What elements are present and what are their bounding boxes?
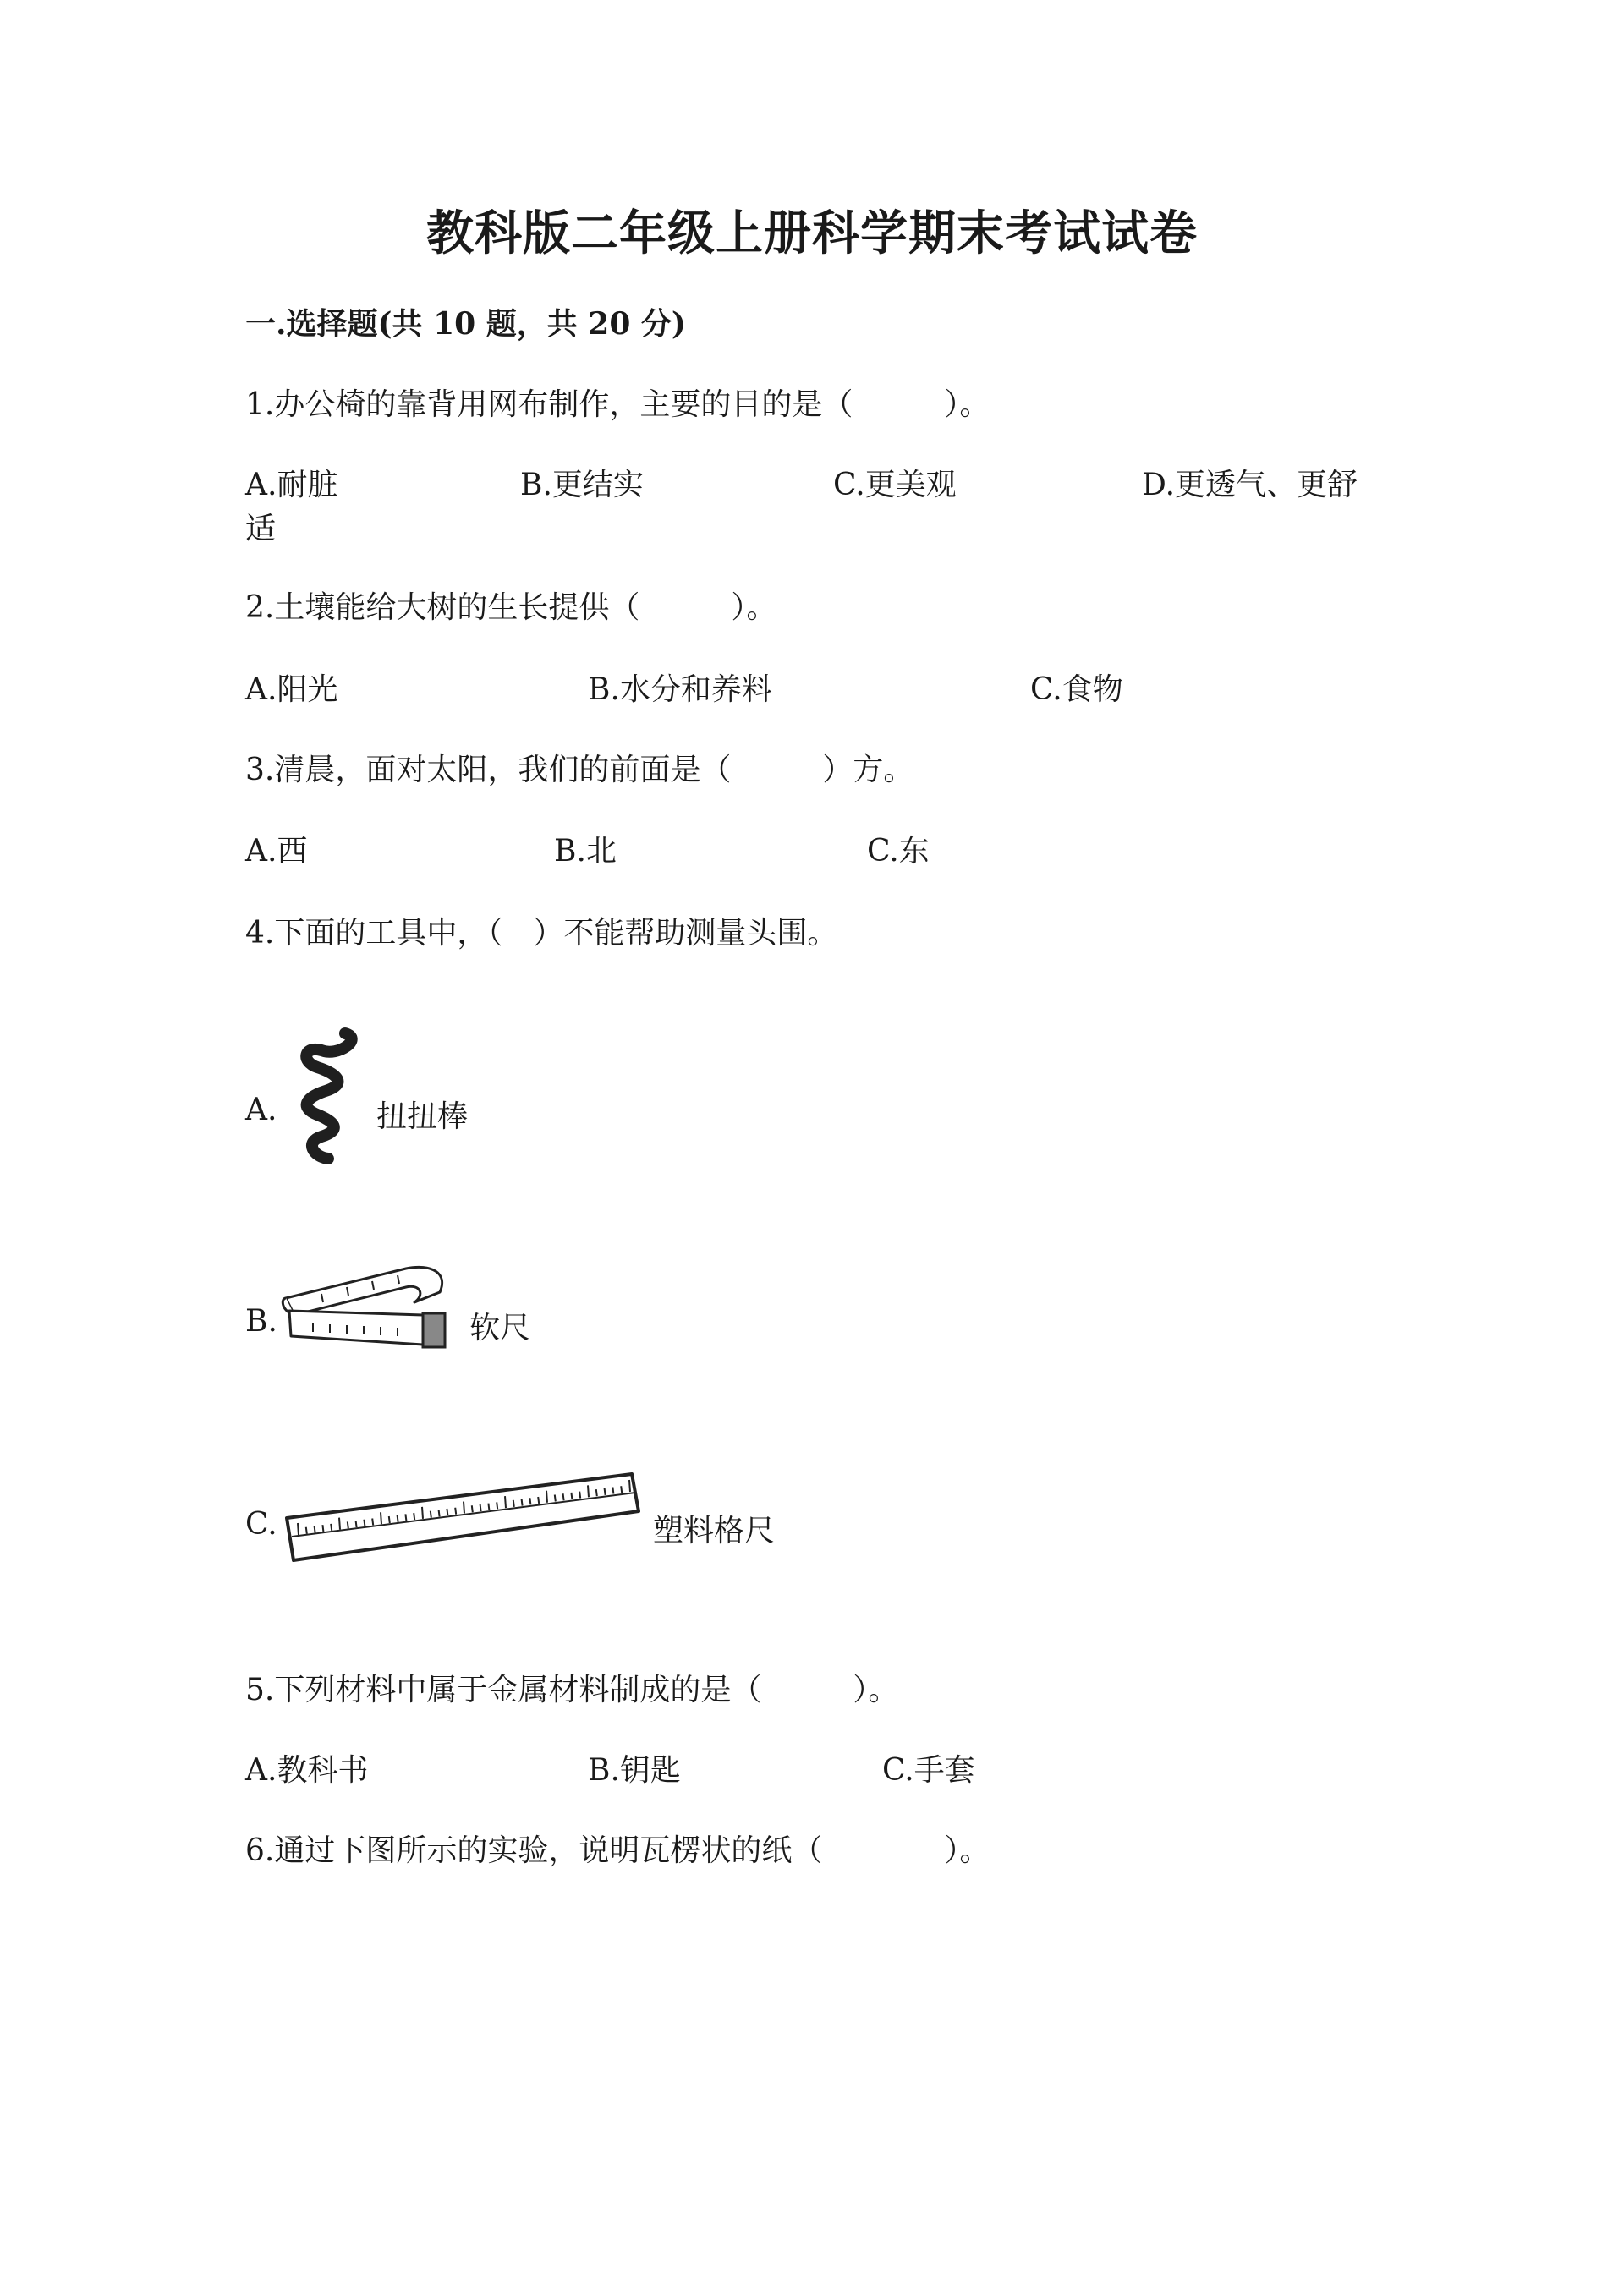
question-3-option-c: C.东 (867, 834, 930, 869)
section-heading: 一.选择题(共 10 题，共 20 分) (245, 306, 686, 342)
question-2-option-b: B.水分和养料 (588, 672, 772, 707)
plastic-ruler-icon (283, 1467, 643, 1569)
tape-measure-icon (279, 1252, 457, 1370)
question-5-option-b: B.钥匙 (588, 1753, 681, 1788)
question-2-stem: 2.土壤能给大树的生长提供（ ）。 (245, 590, 777, 625)
question-1-option-b: B.更结实 (520, 468, 644, 502)
question-1-option-d: D.更透气、更舒 (1142, 468, 1358, 502)
question-4-option-c-letter: C. (245, 1507, 277, 1542)
twist-stick-icon (279, 1023, 364, 1167)
question-5-stem: 5.下列材料中属于金属材料制成的是（ ）。 (245, 1673, 899, 1707)
page-title: 教科版二年级上册科学期末考试试卷 (426, 205, 1198, 261)
question-3-option-b: B.北 (554, 834, 617, 869)
question-4-option-b-letter: B. (245, 1304, 277, 1339)
question-4-stem: 4.下面的工具中，（ ）不能帮助测量头围。 (245, 916, 838, 951)
question-1-option-a: A.耐脏 (245, 468, 338, 502)
question-3-stem: 3.清晨，面对太阳，我们的前面是（ ）方。 (245, 753, 914, 787)
question-5-option-a: A.教科书 (245, 1753, 369, 1788)
question-4-option-a-caption: 扭扭棒 (376, 1099, 469, 1134)
question-1-option-d-wrap: 适 (245, 512, 277, 546)
question-6-stem: 6.通过下图所示的实验，说明瓦楞状的纸（ ）。 (245, 1833, 990, 1868)
question-2-option-c: C.食物 (1030, 672, 1123, 707)
question-4-option-b-caption: 软尺 (469, 1311, 531, 1345)
question-4-option-c-caption: 塑料格尺 (653, 1514, 776, 1548)
question-2-option-a: A.阳光 (245, 672, 338, 707)
question-1-option-c: C.更美观 (833, 468, 957, 502)
question-1-stem: 1.办公椅的靠背用网布制作，主要的目的是（ ）。 (245, 387, 990, 422)
question-5-option-c: C.手套 (882, 1753, 975, 1788)
question-3-option-a: A.西 (245, 834, 308, 869)
question-4-option-a-letter: A. (245, 1093, 277, 1127)
